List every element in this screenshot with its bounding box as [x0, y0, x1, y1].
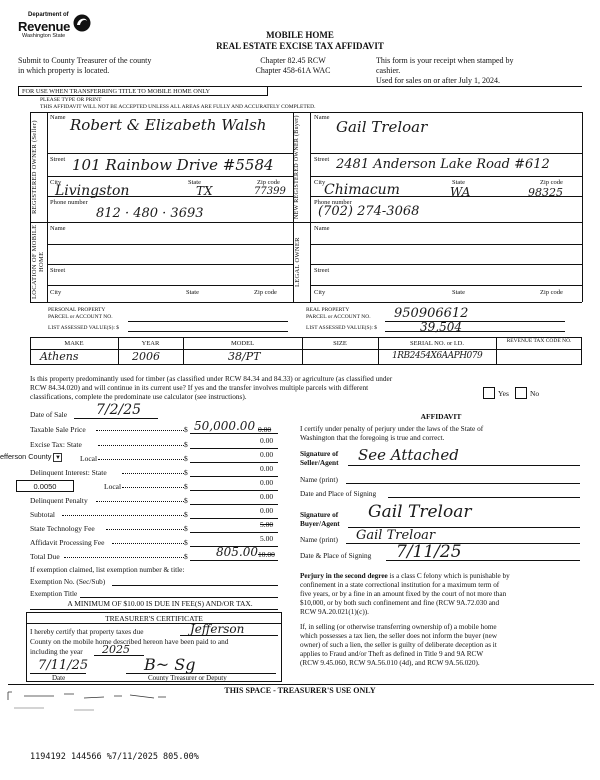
delinquent-penalty-label: Delinquent Penalty — [30, 496, 88, 505]
tax-lien-notice: If, in selling (or otherwise transferring ownership of) a mobile home which possesses a tax lien, the seller does not inform the buyer (new owner) of such a lien, the seller is guilty of deliberate deception as it applies to Fraud and/or Theft as defined in Title 9 and 9A RCW (RCW 9.45.060, RCW 9A.56.010 (4d), and RCW 9A.56.020). — [300, 623, 498, 667]
location-side-label: LOCATION OF MOBILE HOME — [31, 224, 45, 300]
processing-fee: 5.00 — [260, 534, 274, 543]
buyer-city-label: City — [314, 179, 326, 186]
subtotal-label: Subtotal — [30, 510, 56, 519]
processing-dollar: $ — [184, 538, 188, 547]
local2-dollar: $ — [184, 482, 188, 491]
perjury-notice: Perjury in the second degree is a class C felony which is punishable by confinement in a state correctional institution for a maximum term of five years, or by a fine in an amount fixed by the court of not more than $10,000, or by both such confinement and fine (RCW 9A.72.030 and RCW 9A.20.021(1)(c)). — [300, 572, 510, 616]
excise-local-label: Local — [80, 454, 98, 463]
legal-state-label: State — [452, 289, 465, 296]
total-printed: 10.00 — [258, 550, 275, 559]
delinquent-penalty: 0.00 — [260, 492, 274, 501]
dor-dept-of: Department of — [28, 12, 69, 18]
seller-name-print-label: Name (print) — [300, 475, 338, 484]
buyer-name-label: Name — [314, 114, 330, 121]
vehicle-year: 2006 — [132, 350, 160, 363]
taxable-printed: 0.00 — [258, 425, 272, 434]
buyer-street-label: Street — [314, 156, 330, 163]
date-of-sale: 7/2/25 — [96, 402, 142, 418]
affidavit-title: AFFIDAVIT — [420, 412, 462, 421]
personal-parcel-label: PERSONAL PROPERTY PARCEL or ACCOUNT NO. — [48, 307, 113, 320]
receipt-note: This form is your receipt when stamped by cashier. Used for sales on or after July 1, 2024. — [376, 56, 514, 85]
title-mobile-home: MOBILE HOME — [266, 30, 334, 40]
legal-side-label: LEGAL OWNER — [294, 237, 301, 287]
seller-signature: See Attached — [358, 446, 459, 464]
excise-state-label: Excise Tax: State — [30, 440, 82, 449]
location-street-label: Street — [50, 267, 66, 274]
subtotal: 0.00 — [260, 506, 274, 515]
legal-name-label: Name — [314, 225, 330, 232]
date-of-sale-label: Date of Sale — [30, 410, 68, 419]
buyer-street: 2481 Anderson Lake Road #612 — [336, 157, 550, 172]
buyer-side-label: NEW REGISTERED OWNER (Buyer) — [294, 115, 300, 219]
buyer-state-label: State — [452, 179, 465, 186]
timber-no-checkbox[interactable] — [515, 387, 527, 399]
real-account-number: 950906612 — [394, 306, 469, 321]
certificate-county: Jefferson — [190, 622, 245, 636]
location-zip-label: Zip code — [254, 289, 277, 296]
processing-fee-label: Affidavit Processing Fee — [30, 538, 105, 547]
dor-revenue: Revenue — [18, 19, 71, 34]
treasurer-use-only: THIS SPACE - TREASURER'S USE ONLY — [224, 686, 376, 695]
minimum-due-notice: A MINIMUM OF $10.00 IS DUE IN FEE(S) AND/OR TAX. — [67, 599, 253, 608]
certificate-year: 2025 — [102, 643, 130, 656]
buyer-state: WA — [450, 185, 471, 199]
buyer-phone-label: Phone number — [314, 199, 352, 206]
affidavit-text: I certify under penalty of perjury under the laws of the State of Washington that the foregoing is true and correct. — [300, 424, 484, 442]
certificate-date: 7/11/25 — [38, 658, 89, 673]
taxable-sale-price-label: Taxable Sale Price — [30, 425, 86, 434]
legal-zip-label: Zip code — [540, 289, 563, 296]
exemption-no-label: Exemption No. (Sec/Sub) — [30, 577, 106, 586]
certificate-treasurer-label: County Treasurer or Deputy — [148, 674, 227, 682]
certificate-title: TREASURER'S CERTIFICATE — [105, 614, 203, 623]
exemption-claimed: If exemption claimed, list exemption number & title: — [30, 565, 185, 574]
vehicle-model: 38/PT — [228, 350, 261, 363]
scribble-marks — [4, 686, 174, 714]
seller-phone-label: Phone number — [50, 199, 88, 206]
penalty-dollar: $ — [184, 496, 188, 505]
buyer-name-print: Gail Treloar — [356, 528, 436, 543]
not-accepted-notice: THIS AFFIDAVIT WILL NOT BE ACCEPTED UNLESS ALL AREAS ARE FULLY AND ACCURATELY COMPLETED. — [40, 104, 316, 110]
vehicle-make: Athens — [40, 350, 79, 363]
seller-side-label: REGISTERED OWNER (Seller) — [31, 120, 38, 214]
seller-state-label: State — [188, 179, 201, 186]
chapter-refs: Chapter 82.45 RCW Chapter 458-61A WAC — [255, 56, 331, 75]
subtotal-dollar: $ — [184, 510, 188, 519]
delinquent-interest-label: Delinquent Interest: State — [30, 468, 107, 477]
timber-no-label: No — [530, 389, 540, 398]
certificate-date-label: Date — [52, 674, 66, 682]
make-header: MAKE — [64, 340, 84, 347]
model-header: MODEL — [230, 340, 255, 347]
vehicle-serial: 1RB2454X6AAPH079 — [392, 351, 483, 361]
location-state-label: State — [186, 289, 199, 296]
buyer-name: Gail Treloar — [336, 118, 428, 136]
buyer-signature-label: Signature of Buyer/Agent — [300, 510, 340, 528]
revenue-code-header: REVENUE TAX CODE NO. — [506, 338, 572, 344]
excise-dollar: $ — [184, 440, 188, 449]
seller-city-label: City — [50, 179, 62, 186]
real-parcel-label: REAL PROPERTY PARCEL or ACCOUNT NO. — [306, 307, 371, 320]
delinquent-state: 0.00 — [260, 464, 274, 473]
real-assessed-label: LIST ASSESSED VALUE(S): $ — [306, 325, 378, 331]
delinquent-local: 0.00 — [260, 478, 274, 487]
certificate-line3: including the year — [30, 647, 83, 656]
legal-street-label: Street — [314, 267, 330, 274]
location-city-label: City — [50, 289, 62, 296]
buyer-zip: 98325 — [528, 186, 563, 199]
total-due: 805.00 — [216, 545, 258, 559]
serial-header: SERIAL NO. or I.D. — [410, 340, 464, 347]
certificate-line1: I hereby certify that property taxes due — [30, 627, 144, 636]
seller-date-place-label: Date and Place of Signing — [300, 489, 377, 498]
delinquent-local-label: Local — [104, 482, 122, 491]
transfer-only-box: FOR USE WHEN TRANSFERRING TITLE TO MOBILE HOME ONLY — [18, 86, 268, 96]
timber-yes-label: Yes — [498, 389, 509, 398]
size-header: SIZE — [333, 340, 347, 347]
title-affidavit: REAL ESTATE EXCISE TAX AFFIDAVIT — [216, 41, 384, 51]
certificate-line2: County on the mobile home described hereon have been paid to and — [30, 637, 229, 646]
county-select[interactable]: efferson County ▼ — [0, 452, 61, 461]
buyer-signature: Gail Treloar — [368, 502, 472, 522]
exemption-title-label: Exemption Title — [30, 589, 78, 598]
taxable-sale-price: 50,000.00 — [194, 419, 256, 433]
seller-name-label: Name — [50, 114, 66, 121]
timber-yes-checkbox[interactable] — [483, 387, 495, 399]
seller-signature-label: Signature of Seller/Agent — [300, 449, 339, 467]
buyer-zip-label: Zip code — [540, 179, 563, 186]
dor-state: Washington State — [22, 33, 66, 39]
tech-fee: 5.00 — [260, 520, 274, 529]
chevron-down-icon[interactable]: ▼ — [54, 454, 61, 461]
taxable-dollar: $ — [184, 425, 188, 434]
excise-local: 0.00 — [260, 450, 274, 459]
buyer-date: 7/11/25 — [396, 542, 462, 562]
personal-assessed-label: LIST ASSESSED VALUE(S): $ — [48, 325, 120, 331]
seller-name: Robert & Elizabeth Walsh — [70, 116, 267, 134]
seller-street: 101 Rainbow Drive #5584 — [72, 156, 274, 174]
local-dollar: $ — [184, 454, 188, 463]
please-type: PLEASE TYPE OR PRINT — [40, 97, 102, 103]
year-header: YEAR — [141, 340, 160, 347]
cashier-stamp: 1194192 144566 %7/11/2025 805.00% — [30, 752, 199, 762]
buyer-name-print-label: Name (print) — [300, 535, 338, 544]
excise-state: 0.00 — [260, 436, 274, 445]
location-name-label: Name — [50, 225, 66, 232]
delinquent-dollar: $ — [184, 468, 188, 477]
tech-dollar: $ — [184, 524, 188, 533]
seller-city: Livingston — [55, 183, 130, 199]
seller-phone: 812 · 480 · 3693 — [96, 206, 204, 221]
seller-street-label: Street — [50, 156, 66, 163]
seller-state: TX — [196, 184, 213, 198]
buyer-phone: (702) 274-3068 — [318, 204, 420, 219]
seller-zip-label: Zip code — [257, 179, 280, 186]
total-due-label: Total Due — [30, 552, 60, 561]
treasurer-signature: B~ Sg — [144, 655, 196, 674]
buyer-date-label: Date & Place of Signing — [300, 551, 372, 560]
submit-instruction: Submit to County Treasurer of the county in which property is located. — [18, 56, 152, 75]
local-rate-field[interactable]: 0.0050 — [16, 480, 74, 492]
buyer-city: Chimacum — [324, 182, 400, 198]
total-dollar: $ — [184, 552, 188, 561]
timber-question: Is this property predominantly used for timber (as classified under RCW 84.34 and 84.33) or agriculture (as classified under RCW 84.34.020) and will continue in its current use? If yes and the transfer involves multiple parcels with different classifications, complete the predominate use calculator (see instructions). — [30, 374, 393, 401]
legal-city-label: City — [314, 289, 326, 296]
tech-fee-label: State Technology Fee — [30, 524, 95, 533]
real-assessed-value: 39,504 — [420, 320, 462, 334]
seller-zip: 77399 — [254, 186, 286, 197]
